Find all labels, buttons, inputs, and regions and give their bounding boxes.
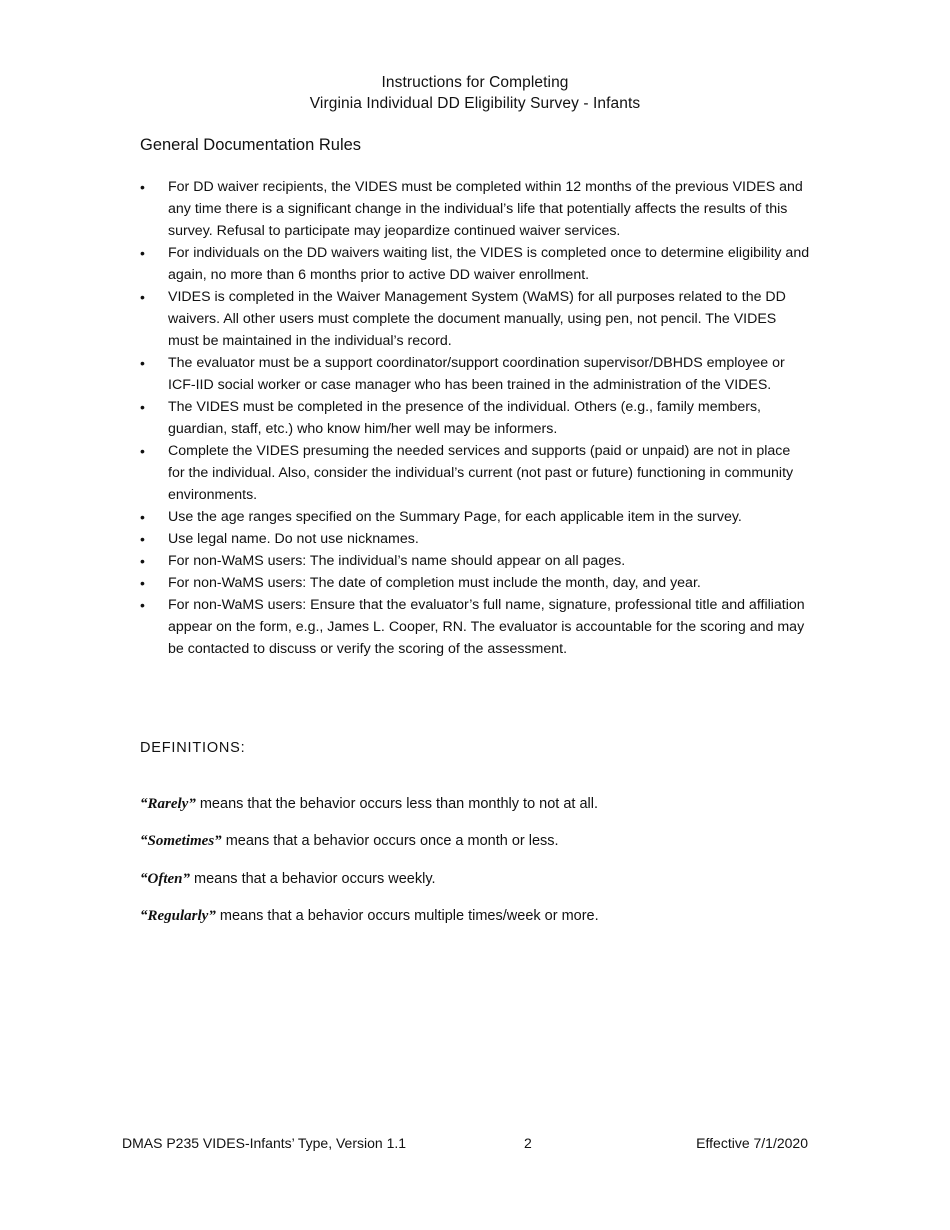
title-line-2: Virginia Individual DD Eligibility Survey - Infants — [309, 95, 641, 112]
footer-effective-date: Effective 7/1/2020 — [696, 1135, 808, 1151]
footer-page-number: 2 — [524, 1135, 532, 1151]
rule-item: • VIDES is completed in the Waiver Management System (WaMS) for all purposes related to the DD waivers. All other users must complete the document manually, using pen, not pencil. The VIDES must be maintained in the individual’s record. — [140, 286, 810, 352]
definition-sometimes — [140, 831, 820, 851]
rule-item: • Use legal name. Do not use nicknames. — [140, 528, 810, 550]
definition-term: “Often” — [140, 871, 190, 887]
rules-heading: General Documentation Rules — [140, 136, 362, 154]
title-line-1: Instructions for Completing — [381, 74, 569, 91]
definition-text: means that the behavior occurs less than monthly to not at all. — [195, 796, 599, 812]
rule-item: • For DD waiver recipients, the VIDES must be completed within 12 months of the previous VIDES and any time there is a significant change in the individual’s life that potentially affects the results of this survey. Refusal to participate may jeopardize continued waiver services. — [140, 176, 810, 242]
definition-text: means that a behavior occurs weekly. — [190, 871, 436, 887]
rule-item: • For non-WaMS users: Ensure that the evaluator’s full name, signature, professional title and affiliation appear on the form, e.g., James L. Cooper, RN. The evaluator is accountable for the scoring and may be contacted to discuss or verify the scoring of the assessment. — [140, 594, 810, 660]
definitions-heading: DEFINITIONS: — [140, 740, 246, 756]
definition-term: “Rarely” — [140, 796, 196, 812]
rule-item: • Use the age ranges specified on the Summary Page, for each applicable item in the survey. — [140, 506, 810, 528]
footer-form-id: DMAS P235 VIDES-Infants’ Type, Version 1.1 — [122, 1135, 407, 1151]
definition-text: means that a behavior occurs once a month or less. — [221, 833, 559, 849]
rule-item: • For individuals on the DD waivers waiting list, the VIDES is completed once to determine eligibility and again, no more than 6 months prior to active DD waiver enrollment. — [140, 242, 810, 286]
rule-item: • The VIDES must be completed in the presence of the individual. Others (e.g., family members, guardian, staff, etc.) who know him/her well may be informers. — [140, 396, 810, 440]
definition-regularly — [140, 906, 820, 926]
definition-rarely — [140, 794, 820, 814]
definition-term: “Regularly” — [140, 908, 216, 924]
rules-list — [140, 176, 810, 660]
rule-item: • The evaluator must be a support coordinator/support coordination supervisor/DBHDS employee or ICF-IID social worker or case manager who has been trained in the administration of the VIDES. — [140, 352, 810, 396]
document-title — [0, 72, 950, 114]
rule-item: • Complete the VIDES presuming the needed services and supports (paid or unpaid) are not in place for the individual. Also, consider the individual’s current (not past or future) functioning in community environments. — [140, 440, 810, 506]
definition-text: means that a behavior occurs multiple times/week or more. — [215, 908, 599, 924]
rule-item: • For non-WaMS users: The individual’s name should appear on all pages. — [140, 550, 810, 572]
definition-often — [140, 869, 820, 889]
rule-item: • For non-WaMS users: The date of completion must include the month, day, and year. — [140, 572, 810, 594]
definition-term: “Sometimes” — [140, 833, 222, 849]
